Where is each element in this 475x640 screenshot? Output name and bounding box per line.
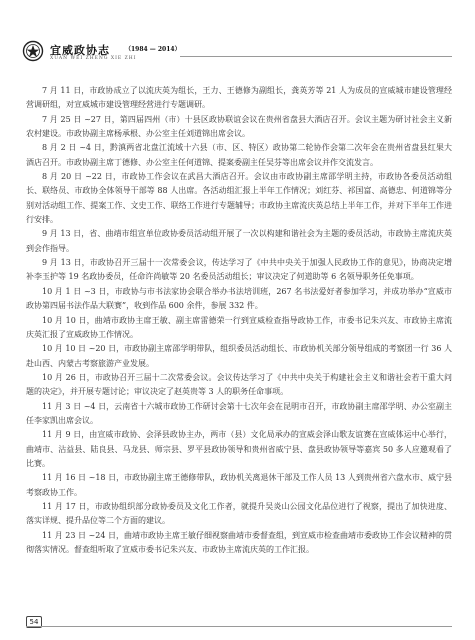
paragraph: 9 月 13 日，省、曲靖市组宣单位政协委员活动组开展了一次以构建和谐社会为主题的委员活动，市政协主席流庆英到会作指导。 — [26, 229, 452, 253]
header-pinyin: XUAN WEI ZHENG XIE ZHI — [50, 56, 137, 61]
chronicle-text — [26, 84, 452, 557]
header-years: （1984 — 2014） — [125, 46, 181, 53]
header-title: 宜威政协志 — [50, 44, 110, 57]
header-rule — [180, 56, 452, 57]
paragraph: 11 月 17 日，市政协组织部分政协委员及文化工作者，就提升吴炎山公园文化品位进行了视察，提出了加快进度、落实详规、提升品位等二个方面的建议。 — [26, 501, 452, 526]
page-number: 54 — [26, 616, 42, 628]
paragraph: 10 月 1 日 ~3 日，市政协与市书法家协会联合举办书法培训班，267 名书法爱好者参加学习，并成功举办“宣威市政协第四届书法作品大联赛”，收到作品 600 余件，参展 332 件。 — [26, 286, 452, 311]
paragraph: 11 月 23 日 ~24 日，曲靖市政协主席王敏仔细视察曲靖市委督查组，到宣威市检查曲靖市委政协工作会议精神的贯彻落实情况。督查组听取了宣威市委书记朱兴友、市政协主席流庆英的工作汇报。 — [26, 530, 452, 554]
paragraph: 7 月 11 日，市政协成立了以流庆英为组长，王力、王德修为副组长，龚英芳等 21 人为成员的宣威城市建设管理经营调研组，对宣威城市建设管理经营进行专题调研。 — [26, 86, 452, 110]
paragraph: 11 月 3 日 ~4 日，云南省十六城市政协工作研讨会第十七次年会在昆明市召开，市政协副主席邵学明、办公室副主任李家凯出席会议。 — [26, 401, 452, 425]
paragraph: 7 月 25 日 ~27 日，第四届四州（市）十县区政协联谊会议在贵州省盘县大酒店召开。会议主题为研讨社会主义新农村建设。市政协副主席杨承根、办公室主任刘道锦出席会议。 — [26, 114, 452, 139]
paragraph: 10 月 10 日，曲靖市政协主席王敏、副主席雷德荣一行到宣威检查指导政协工作，市委书记朱兴友、市政协主席流庆英汇报了宣威政协工作情况。 — [26, 315, 452, 339]
cppcc-emblem-icon — [22, 40, 44, 62]
paragraph: 8 月 20 日 ~22 日，市政协工作会议在武昌大酒店召开。会议由市政协副主席邵学明主持，市政协各委员活动组长、联络员、市政协全体领导干部等 88 人出席。各活动组汇报上半年工作情况；刘红芬、祁国富、高德忠、何道锦等分别对活动组工作、提案工作、文史工作、联络工作进行专题辅导；市政协主席流庆英总结上半年工作，并对下半年工作进行安排。 — [26, 172, 452, 225]
paragraph: 9 月 13 日，市政协召开三届十一次常委会议，传达学习了《中共中央关于加强人民政协工作的意见》，协商决定增补李玉护等 19 名政协委员，任命许尚敏等 20 名委员活动组长；审议决定了何道助等 6 名领导职务任免事项。 — [26, 258, 452, 282]
paragraph: 11 月 16 日 ~18 日，市政协副主席王德修带队，政协机关离退休干部及工作人员 13 人到贵州省六盘水市、威宁县考察政协工作。 — [26, 473, 452, 497]
paragraph: 10 月 10 日 ~20 日，市政协副主席邵学明带队，组织委员活动组长、市政协机关部分领导组成的考察团一行 36 人赴山西、内蒙古考察旅游产业发展。 — [26, 344, 452, 368]
page-header — [22, 40, 452, 68]
paragraph: 10 月 26 日，市政协召开三届十二次常委会议。会议传达学习了《中共中央关于构建社会主义和谐社会若干重大问题的决定》，并开展专题讨论；审议决定了赵英贵等 3 人的职务任命事项。 — [26, 372, 452, 397]
paragraph: 8 月 2 日 ~4 日，黔滇两省北盘江流域十六县（市、区、特区）政协第二轮协作会第二次年会在贵州省盘县红果大酒店召开。市政协副主席丁德修、办公室主任何道锦、提案委副主任吴芬等出席会议并作交流发言。 — [26, 143, 452, 167]
paragraph: 11 月 9 日，由宣威市政协、会泽县政协主办，两市（县）文化局承办的宣威会泽山歌友谊赛在宣威体运中心举行，曲靖市、沾益县、陆良县、马龙县、师宗县、罗平县政协领导和贵州省威宁县、盘县政协领导等嘉宾 50 多人应邀观看了比赛。 — [26, 430, 452, 468]
footer-rule — [26, 626, 452, 627]
